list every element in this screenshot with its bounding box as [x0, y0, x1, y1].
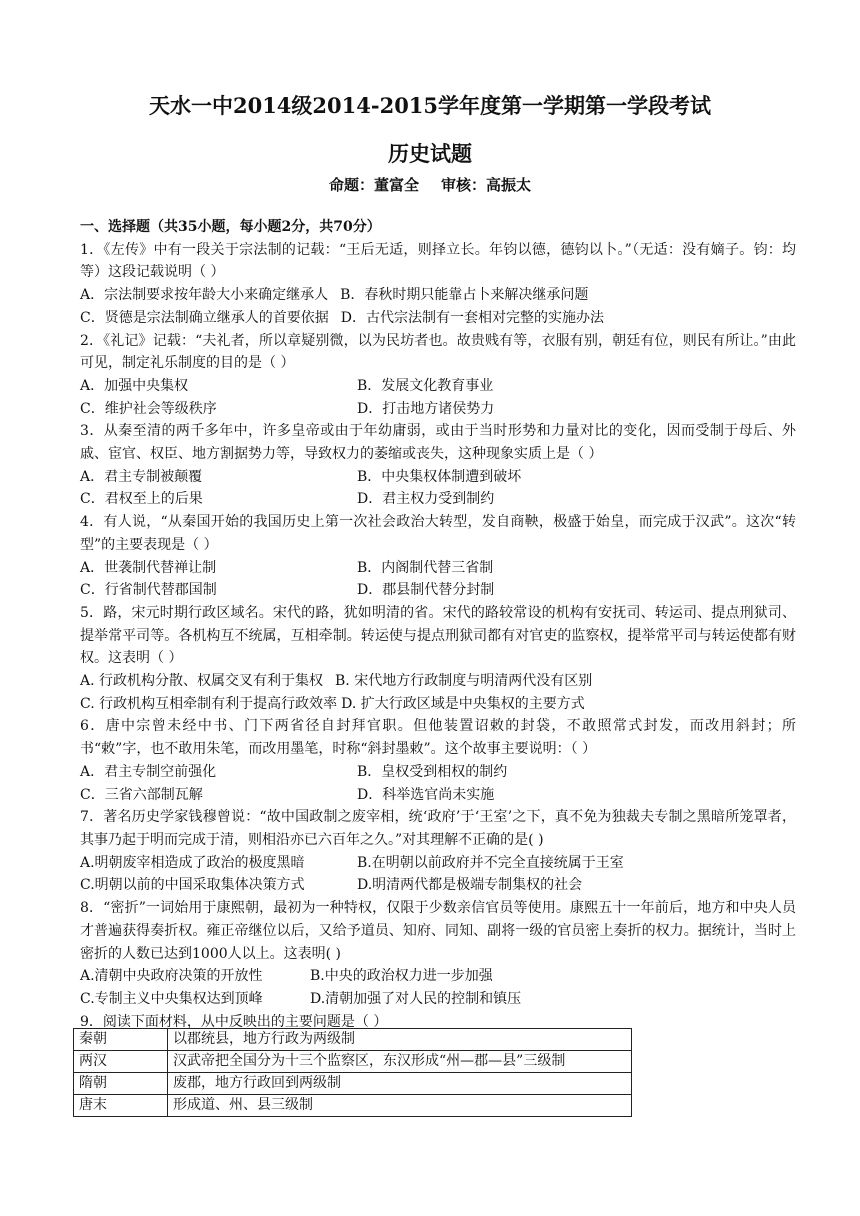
option-row [80, 375, 796, 398]
option-b: B. 宋代地方行政制度与明清两代没有区别 [335, 673, 593, 690]
option-b: B．中央集权体制遭到破坏 [357, 468, 522, 485]
option-b: B．内阁制代替三省制 [357, 559, 494, 576]
option-a: A. 行政机构分散、权属交叉有利于集权 [80, 673, 324, 690]
option-b: B．皇权受到相权的制约 [357, 763, 508, 780]
option-row [80, 874, 796, 897]
desc-cell: 废郡，地方行政回到两级制 [168, 1073, 632, 1095]
table-row [74, 1073, 632, 1095]
question-stem: 8．“密折”一词始用于康熙朝，最初为一种特权，仅限于少数亲信官员等使用。康熙五十一年前后，地方和中央人员才普遍获得奏折权。雍正帝继位以后，又给予道员、知府、同知、副将一级的官员密上奏折的权力。据统计，当时上密折的人数已达到1000人以上。这表明( ) [80, 900, 796, 962]
option-a: A．君主专制空前强化 [80, 763, 217, 780]
table-row [74, 1095, 632, 1117]
desc-cell: 以郡统县，地方行政为两级制 [168, 1029, 632, 1051]
question-body [80, 216, 796, 1033]
table-row [74, 1051, 632, 1073]
option-c: C．维护社会等级秩序 [80, 400, 217, 417]
option-b: B．春秋时期只能靠占卜来解决继承问题 [340, 287, 589, 304]
option-a: A．君主专制被颠覆 [80, 468, 203, 485]
option-row [80, 466, 796, 489]
question-stem: 2．《礼记》记载：“夫礼者，所以章疑别微，以为民坊者也。故贵贱有等，衣服有别，朝廷有位，则民有所让。”由此可见，制定礼乐制度的目的是（ ） [80, 332, 796, 372]
option-row [80, 579, 796, 602]
option-row [80, 693, 796, 716]
subject-title: 历史试题 [388, 141, 472, 166]
option-d: D.明清两代都是极端专制集权的社会 [357, 877, 583, 894]
era-cell: 两汉 [74, 1051, 168, 1073]
option-d: D．科举选官尚未实施 [357, 786, 495, 803]
option-c: C.专制主义中央集权达到顶峰 [80, 990, 263, 1007]
question-stem: 4．有人说，“从秦国开始的我国历史上第一次社会政治大转型，发自商鞅，极盛于始皇，而完成于汉武”。这次“转型”的主要表现是（ ） [80, 514, 796, 553]
era-cell: 秦朝 [74, 1029, 168, 1051]
option-a: A．宗法制要求按年龄大小来确定继承人 [80, 287, 329, 304]
option-row [80, 761, 796, 784]
option-b: B．发展文化教育事业 [357, 377, 494, 394]
option-d: D．郡县制代替分封制 [357, 582, 495, 599]
option-row [80, 784, 796, 807]
table-row [74, 1029, 632, 1051]
option-row [80, 852, 796, 875]
option-c: C．贤德是宗法制确立继承人的首要依据 [80, 309, 329, 326]
option-row [80, 398, 796, 421]
section-heading: 一、选择题（共35小题，每小题2分，共70分） [80, 219, 381, 235]
question-stem: 7．著名历史学家钱穆曾说：“故中国政制之废宰相，统‘政府’于‘王室’之下，真不免为独裁夫专制之黑暗所笼罩者，其事乃起于明而完成于清，则相沿亦已六百年之久。”对其理解不正确的是( ) [80, 809, 796, 848]
option-d: D．古代宗法制有一套相对完整的实施办法 [340, 309, 604, 326]
option-row [80, 488, 796, 511]
option-c: C．君权至上的后果 [80, 491, 203, 508]
option-c: C. 行政机构互相牵制有利于提高行政效率 [80, 695, 338, 712]
option-d: D.清朝加强了对人民的控制和镇压 [310, 990, 522, 1007]
desc-cell: 形成道、州、县三级制 [168, 1095, 632, 1117]
exam-title: 天水一中2014级2014-2015学年度第一学期第一学段考试 [148, 93, 712, 118]
material-table [73, 1028, 632, 1117]
question-stem: 6．唐中宗曾未经中书、门下两省径自封拜官职。但他装置诏敕的封袋，不敢照常式封发，而改用斜封；所书“敕”字，也不敢用朱笔，而改用墨笔，时称“斜封墨敕”。这个故事主要说明：（ ） [80, 718, 796, 758]
era-cell: 唐末 [74, 1095, 168, 1117]
question-stem: 9．阅读下面材料，从中反映出的主要问题是（ ） [80, 1013, 388, 1030]
reviewer-credit: 审核：高振太 [441, 176, 532, 194]
option-c: C．三省六部制瓦解 [80, 786, 203, 803]
question-stem: 5．路，宋元时期行政区域名。宋代的路，犹如明清的省。宋代的路较常设的机构有安抚司、转运司、提点刑狱司、提举常平司等。各机构互不统属，互相牵制。转运使与提点刑狱司都有对官吏的监察权，提举常平司与转运使都有财权。这表明（ ） [80, 604, 796, 667]
option-row [80, 307, 796, 330]
option-c: C.明朝以前的中国采取集体决策方式 [80, 877, 305, 894]
option-a: A.清朝中央政府决策的开放性 [80, 968, 263, 985]
author-credit: 命题：董富全 [328, 176, 419, 194]
option-row [80, 988, 796, 1011]
option-row [80, 670, 796, 693]
option-row [80, 284, 796, 307]
option-d: D．打击地方诸侯势力 [357, 400, 495, 417]
option-c: C．行省制代替郡国制 [80, 582, 217, 599]
option-row [80, 557, 796, 580]
option-a: A.明朝废宰相造成了政治的极度黑暗 [80, 854, 305, 871]
option-b: B.在明朝以前政府并不完全直接统属于王室 [357, 854, 624, 871]
option-row [80, 965, 796, 988]
question-stem: 1．《左传》中有一段关于宗法制的记载：“王后无适，则择立长。年钧以德，德钧以卜。”（无适：没有嫡子。钧：均等）这段记载说明（ ） [80, 241, 796, 281]
option-a: A．加强中央集权 [80, 377, 189, 394]
credits-line [0, 174, 860, 195]
option-b: B.中央的政治权力进一步加强 [310, 968, 493, 985]
option-d: D. 扩大行政区域是中央集权的主要方式 [341, 695, 585, 712]
desc-cell: 汉武帝把全国分为十三个监察区，东汉形成“州—郡—县”三级制 [168, 1051, 632, 1073]
option-d: D．君主权力受到制约 [357, 491, 495, 508]
era-cell: 隋朝 [74, 1073, 168, 1095]
question-stem: 3．从秦至清的两千多年中，许多皇帝或由于年幼庸弱，或由于当时形势和力量对比的变化，因而受制于母后、外戚、宦官、权臣、地方割据势力等，导致权力的萎缩或丧失，这种现象实质上是（ ） [80, 423, 796, 463]
option-a: A．世袭制代替禅让制 [80, 559, 217, 576]
